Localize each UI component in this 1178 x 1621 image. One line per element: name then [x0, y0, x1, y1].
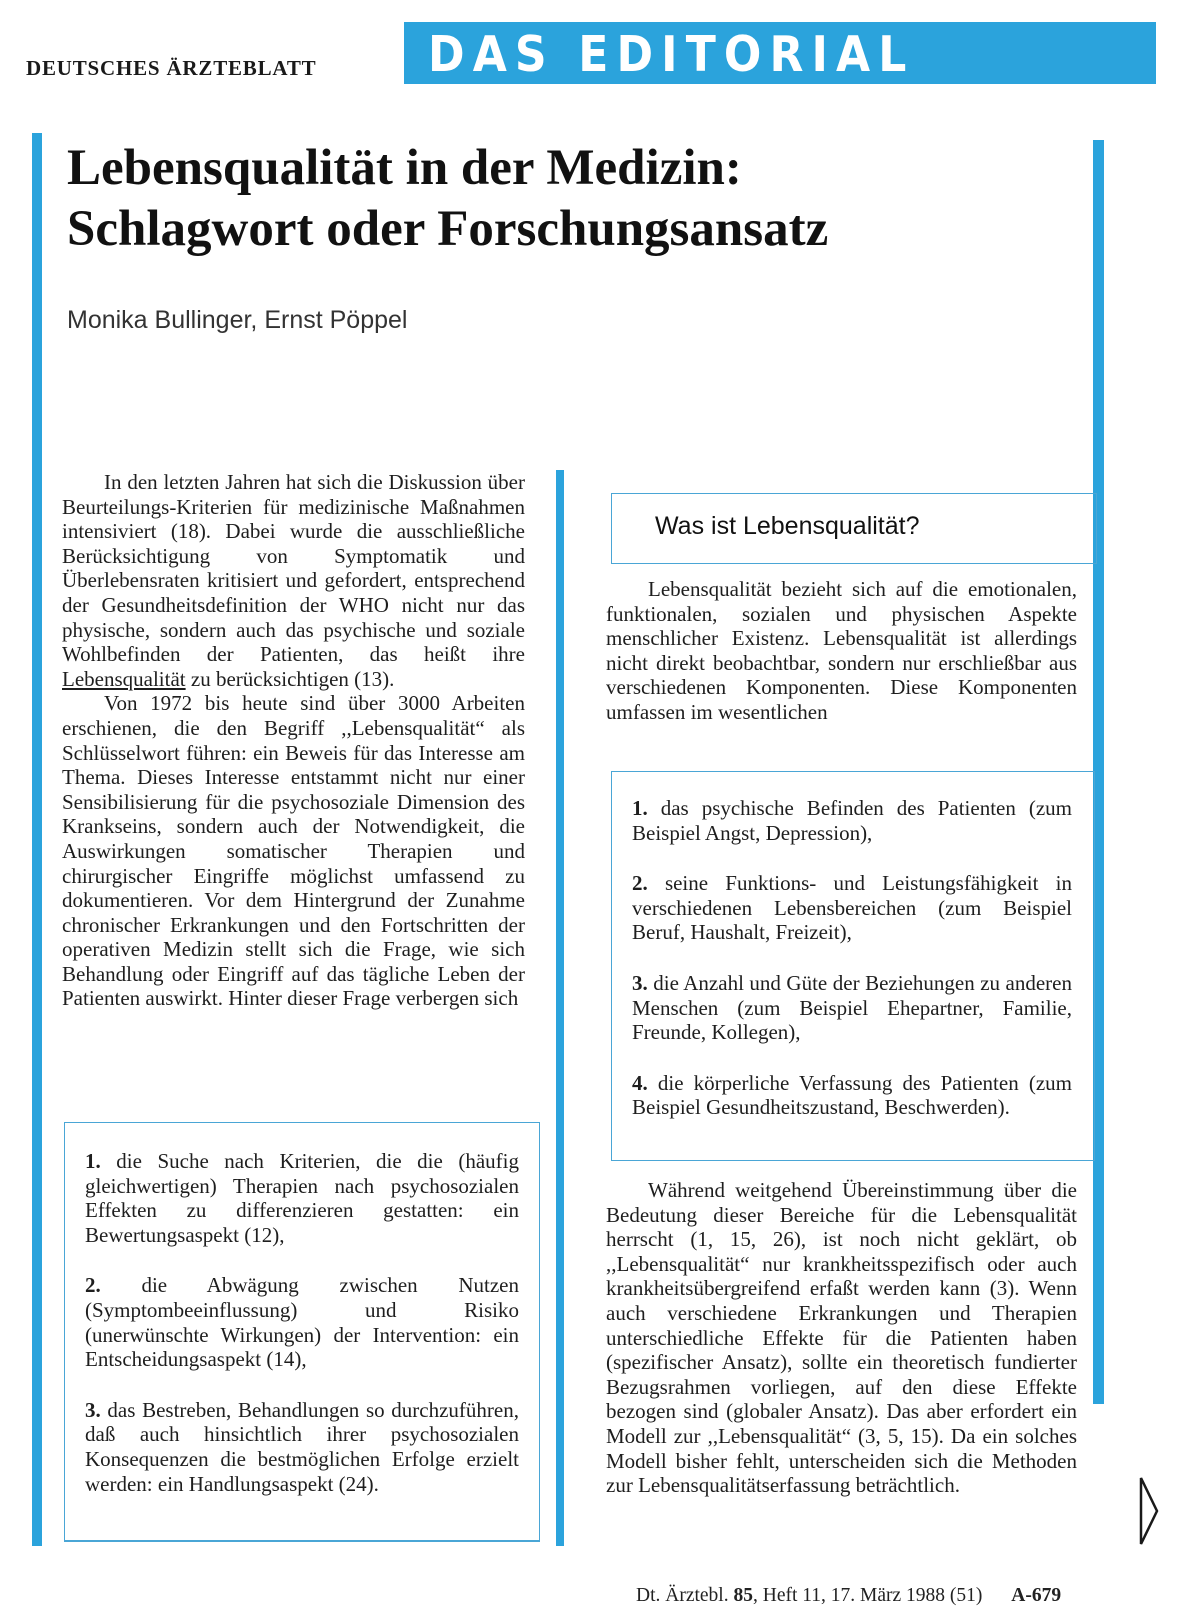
citation-rest: , Heft 11, 17. März 1988 (51): [752, 1585, 983, 1606]
list-item: 3. die Anzahl und Güte der Beziehungen zu anderen Menschen (zum Beispiel Ehepartner, Familie, Freunde, Kollegen),: [632, 970, 1072, 1045]
closing-paragraph: Während weitgehend Übereinstimmung über die Bedeutung dieser Bereiche für die Lebensqualität herrscht (1, 15, 26), ist noch nicht geklärt, ob ,,Lebensqualität“ nur krankheitsspezifisch oder auch krankheitsübergreifend erfaßt werden kann (3). Wenn auch verschiedene Erkrankungen und Therapien unterschiedliche Effekte für die Patienten haben (spezifischer Ansatz), sollte ein theoretisch fundierter Bezugsrahmen vorliegen, auf den diese Effekte bezogen sind (globaler Ansatz). Das aber erfordert ein Modell zur ,,Lebensqualität“ (3, 5, 15). Da ein solches Modell bisher fehlt, unterscheiden sich die Methoden zur Lebensqualitätserfassung beträchtlich.: [606, 1178, 1077, 1498]
right-list: [632, 796, 1072, 1146]
left-column: [62, 470, 525, 1011]
article-title: [67, 138, 1117, 260]
title-line-2: Schlagwort oder Forschungsansatz: [67, 201, 829, 257]
citation-prefix: Dt. Ärztebl.: [636, 1585, 734, 1606]
section-banner: [404, 22, 1156, 84]
page-footer: [636, 1585, 1061, 1607]
list-item: 1. die Suche nach Kriterien, die die (häufig gleichwertigen) Therapien nach psychosozialen Effekten zu differenzieren gestatten: ein Bewertungsaspekt (12),: [85, 1149, 519, 1247]
column-divider-bar: [556, 470, 564, 1546]
list-item: 4. die körperliche Verfassung des Patienten (zum Beispiel Gesundheitszustand, Beschwerden).: [632, 1070, 1072, 1120]
left-list: [85, 1149, 519, 1522]
title-line-1: Lebensqualität in der Medizin:: [67, 140, 742, 196]
question-box: [611, 493, 1097, 564]
page-number: A-679: [1011, 1585, 1062, 1606]
list-item: 2. die Abwägung zwischen Nutzen (Symptombeeinflussung) und Risiko (unerwünschte Wirkungen) der Intervention: ein Entscheidungsaspekt (14),: [85, 1273, 519, 1372]
left-accent-bar: [32, 133, 42, 1546]
list-item: 1. das psychische Befinden des Patienten (zum Beispiel Angst, Depression),: [632, 796, 1072, 845]
section-label: DAS EDITORIAL: [428, 26, 915, 83]
paragraph-2: Von 1972 bis heute sind über 3000 Arbeiten erschienen, die den Begriff ,,Lebensqualität“ als Schlüsselwort führen: ein Beweis für das Interesse am Thema. Dieses Interesse entstammt nicht nur einer Sensibilisierung für die psychosoziale Dimension des Krankseins, sondern auch der Notwendigkeit, die Auswirkungen somatischer Therapien und chirurgischer Eingriffe möglichst umfassend zu dokumentieren. Vor dem Hintergrund der Zunahme chronischer Erkrankungen und den Fortschritten der operativen Medizin stellt sich die Frage, wie sich Behandlung oder Eingriff auf das tägliche Leben der Patienten auswirkt. Hinter dieser Frage verbergen sich: [62, 691, 525, 1011]
intro-paragraph: Lebensqualität bezieht sich auf die emotionalen, funktionalen, sozialen und physischen Aspekte menschlicher Existenz. Lebensqualität ist allerdings nicht direkt beobachtbar, sondern nur erschließbar aus verschiedenen Komponenten. Diese Komponenten umfassen im wesentlichen: [606, 577, 1077, 724]
article-authors: Monika Bullinger, Ernst Pöppel: [67, 306, 408, 334]
journal-name: DEUTSCHES ÄRZTEBLATT: [26, 56, 317, 80]
right-intro: [606, 577, 1077, 725]
continue-arrow-icon: [1138, 1476, 1160, 1546]
right-closing: [606, 1178, 1077, 1498]
underlined-term: Lebensqualität: [62, 666, 186, 691]
paragraph-1: In den letzten Jahren hat sich die Diskussion über Beurteilungs-Kriterien für medizinische Maßnahmen intensiviert (18). Dabei wurde die ausschließliche Berücksichtigung von Symptomatik und Überlebensraten kritisiert und gefordert, entsprechend der Gesundheitsdefinition der WHO nicht nur das physische, sondern auch das psychische und soziale Wohlbefinden der Patienten, das heißt ihre Lebensqualität zu berücksichtigen (13).: [62, 470, 525, 691]
left-list-box: [64, 1122, 540, 1542]
question-heading: Was ist Lebensqualität?: [655, 512, 920, 540]
volume: 85: [733, 1585, 753, 1606]
list-item: 2. seine Funktions- und Leistungsfähigkeit in verschiedenen Lebensbereichen (zum Beispiel Beruf, Haushalt, Freizeit),: [632, 871, 1072, 945]
right-list-box: [611, 771, 1095, 1161]
list-item: 3. das Bestreben, Behandlungen so durchzuführen, daß auch hinsichtlich ihrer psychosozialen Konsequenzen die bestmöglichen Erfolge erzielt werden: ein Handlungsaspekt (24).: [85, 1397, 519, 1496]
